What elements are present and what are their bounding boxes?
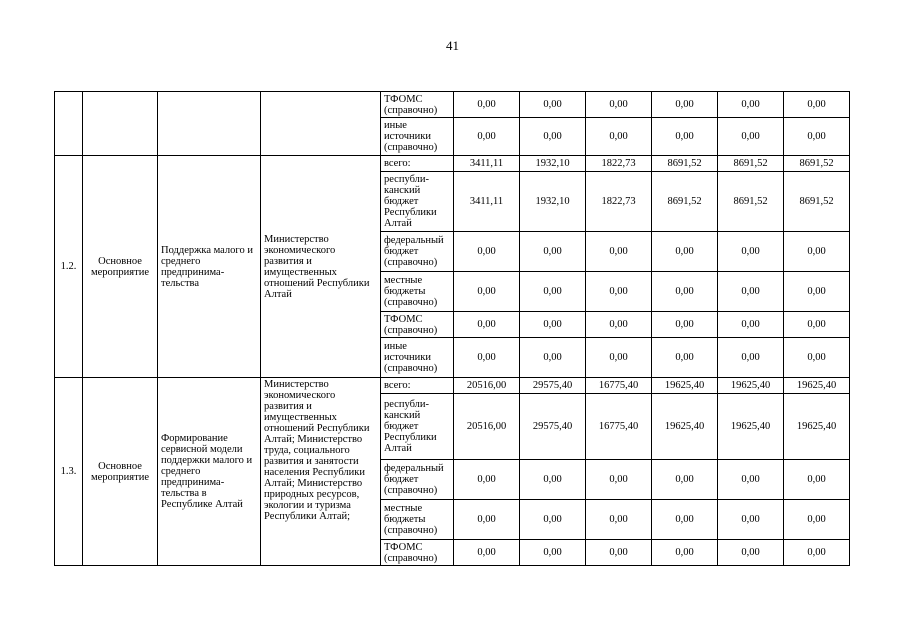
value-cell: 20516,00 <box>454 378 520 394</box>
value-cell: 0,00 <box>454 312 520 338</box>
value-cell: 1822,73 <box>586 156 652 172</box>
value-cell: 0,00 <box>784 232 850 272</box>
value-cell: 0,00 <box>652 540 718 566</box>
value-cell: 0,00 <box>586 312 652 338</box>
source-cell: республи-канский бюджет Республики Алтай <box>381 172 454 232</box>
value-cell: 0,00 <box>586 540 652 566</box>
value-cell: 0,00 <box>718 460 784 500</box>
value-cell: 0,00 <box>652 338 718 378</box>
value-cell: 0,00 <box>586 272 652 312</box>
value-cell: 0,00 <box>784 272 850 312</box>
value-cell: 19625,40 <box>784 378 850 394</box>
source-cell: всего: <box>381 156 454 172</box>
value-cell: 0,00 <box>454 500 520 540</box>
value-cell: 0,00 <box>784 540 850 566</box>
value-cell: 0,00 <box>520 540 586 566</box>
value-cell: 0,00 <box>718 232 784 272</box>
name-cell: Поддержка малого и среднего предпринима-тельства <box>158 156 261 378</box>
value-cell: 0,00 <box>784 460 850 500</box>
table-row <box>55 156 850 172</box>
value-cell: 0,00 <box>586 500 652 540</box>
value-cell: 0,00 <box>454 540 520 566</box>
value-cell: 16775,40 <box>586 394 652 460</box>
executor-cell <box>261 92 381 156</box>
value-cell: 0,00 <box>454 118 520 156</box>
value-cell: 0,00 <box>520 92 586 118</box>
value-cell: 8691,52 <box>652 156 718 172</box>
value-cell: 0,00 <box>652 500 718 540</box>
executor-cell: Министерство экономического развития и имущественных отношений Республики Алтай; Министерство труда, социального развития и занятости населения Республики Алтай; Министерство природных ресурсов, экологии и туризма Республики Алтай; <box>261 378 381 566</box>
value-cell: 0,00 <box>652 232 718 272</box>
budget-table-body <box>55 92 850 566</box>
value-cell: 0,00 <box>586 118 652 156</box>
value-cell: 0,00 <box>718 338 784 378</box>
value-cell: 0,00 <box>718 272 784 312</box>
value-cell: 3411,11 <box>454 172 520 232</box>
source-cell: местные бюджеты (справочно) <box>381 272 454 312</box>
budget-table <box>54 91 850 566</box>
value-cell: 0,00 <box>454 460 520 500</box>
name-cell <box>158 92 261 156</box>
value-cell: 0,00 <box>718 118 784 156</box>
value-cell: 0,00 <box>454 92 520 118</box>
value-cell: 0,00 <box>586 460 652 500</box>
source-cell: федеральный бюджет (справочно) <box>381 460 454 500</box>
value-cell: 0,00 <box>652 92 718 118</box>
value-cell: 0,00 <box>718 92 784 118</box>
name-cell: Формирование сервисной модели поддержки малого и среднего предпринима-тельства в Республике Алтай <box>158 378 261 566</box>
table-row <box>55 92 850 118</box>
value-cell: 0,00 <box>454 338 520 378</box>
value-cell: 19625,40 <box>652 394 718 460</box>
value-cell: 19625,40 <box>784 394 850 460</box>
source-cell: ТФОМС (справочно) <box>381 312 454 338</box>
value-cell: 0,00 <box>652 460 718 500</box>
page-number: 41 <box>446 38 459 53</box>
value-cell: 0,00 <box>784 312 850 338</box>
value-cell: 0,00 <box>586 232 652 272</box>
value-cell: 8691,52 <box>784 156 850 172</box>
value-cell: 8691,52 <box>652 172 718 232</box>
value-cell: 0,00 <box>718 540 784 566</box>
value-cell: 19625,40 <box>718 378 784 394</box>
type-cell: Основное мероприятие <box>83 378 158 566</box>
value-cell: 8691,52 <box>784 172 850 232</box>
number-cell: 1.3. <box>55 378 83 566</box>
value-cell: 20516,00 <box>454 394 520 460</box>
value-cell: 0,00 <box>586 338 652 378</box>
value-cell: 0,00 <box>520 312 586 338</box>
executor-cell: Министерство экономического развития и имущественных отношений Республики Алтай <box>261 156 381 378</box>
source-cell: ТФОМС (справочно) <box>381 92 454 118</box>
value-cell: 0,00 <box>718 312 784 338</box>
value-cell: 8691,52 <box>718 156 784 172</box>
table-row <box>55 378 850 394</box>
type-cell: Основное мероприятие <box>83 156 158 378</box>
value-cell: 1932,10 <box>520 172 586 232</box>
value-cell: 0,00 <box>784 92 850 118</box>
number-cell: 1.2. <box>55 156 83 378</box>
value-cell: 0,00 <box>652 118 718 156</box>
value-cell: 0,00 <box>784 118 850 156</box>
value-cell: 0,00 <box>652 312 718 338</box>
value-cell: 1932,10 <box>520 156 586 172</box>
value-cell: 0,00 <box>520 500 586 540</box>
value-cell: 0,00 <box>520 460 586 500</box>
value-cell: 8691,52 <box>718 172 784 232</box>
value-cell: 0,00 <box>454 272 520 312</box>
number-cell <box>55 92 83 156</box>
source-cell: федеральный бюджет (справочно) <box>381 232 454 272</box>
value-cell: 0,00 <box>652 272 718 312</box>
source-cell: иные источники (справочно) <box>381 338 454 378</box>
value-cell: 16775,40 <box>586 378 652 394</box>
value-cell: 0,00 <box>520 272 586 312</box>
value-cell: 0,00 <box>520 338 586 378</box>
value-cell: 3411,11 <box>454 156 520 172</box>
value-cell: 0,00 <box>454 232 520 272</box>
value-cell: 19625,40 <box>718 394 784 460</box>
value-cell: 29575,40 <box>520 378 586 394</box>
type-cell <box>83 92 158 156</box>
source-cell: местные бюджеты (справочно) <box>381 500 454 540</box>
value-cell: 1822,73 <box>586 172 652 232</box>
value-cell: 0,00 <box>718 500 784 540</box>
value-cell: 0,00 <box>586 92 652 118</box>
value-cell: 0,00 <box>784 500 850 540</box>
source-cell: всего: <box>381 378 454 394</box>
source-cell: иные источники (справочно) <box>381 118 454 156</box>
source-cell: республи-канский бюджет Республики Алтай <box>381 394 454 460</box>
value-cell: 0,00 <box>520 232 586 272</box>
value-cell: 0,00 <box>784 338 850 378</box>
value-cell: 19625,40 <box>652 378 718 394</box>
value-cell: 29575,40 <box>520 394 586 460</box>
value-cell: 0,00 <box>520 118 586 156</box>
source-cell: ТФОМС (справочно) <box>381 540 454 566</box>
